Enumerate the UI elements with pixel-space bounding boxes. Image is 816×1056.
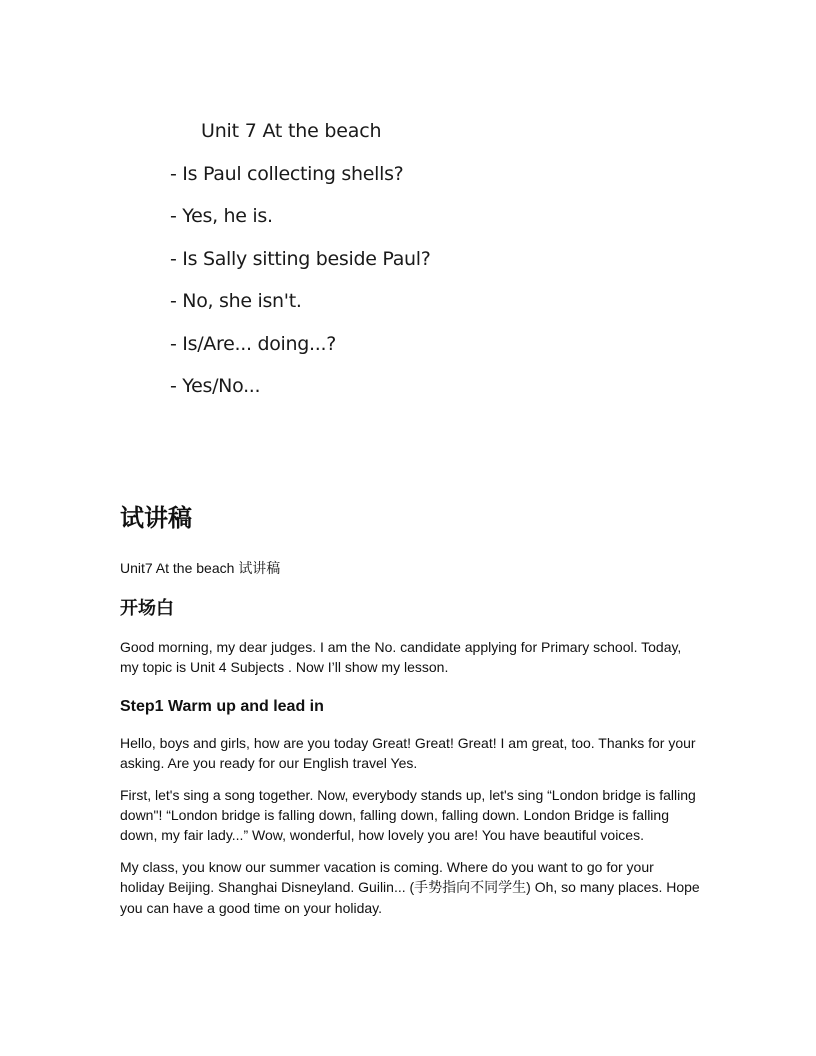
slide-line: - Is/Are... doing...? [170, 333, 337, 355]
slide-image [0, 0, 816, 440]
paragraph-text-cn: 手势指向不同学生 [414, 880, 527, 896]
subtitle-en: Unit7 At the beach [120, 560, 239, 576]
slide-line: - Is Paul collecting shells? [170, 163, 404, 185]
slide-line: - No, she isn't. [170, 290, 302, 312]
step1-heading: Step1 Warm up and lead in [120, 698, 324, 715]
subtitle [120, 558, 700, 579]
paragraph-text: ) Oh, so many places. Hope you can have a good time on your holiday. [120, 879, 700, 916]
paragraph: Hello, boys and girls, how are you today Great! Great! Great! I am great, too. Thanks for your asking. Are you ready for our English travel Yes. [120, 735, 696, 771]
slide-line: - Is Sally sitting beside Paul? [170, 248, 431, 270]
paragraph [120, 857, 700, 918]
opening-paragraph: Good morning, my dear judges. I am the No. candidate applying for Primary school. Today, my topic is Unit 4 Subjects . Now I’ll show my lesson. [120, 639, 682, 675]
slide-line: - Yes, he is. [170, 205, 273, 227]
page-title: 试讲稿 [120, 504, 192, 532]
slide-line: - Yes/No... [170, 375, 261, 397]
section-heading-opening: 开场白 [120, 598, 174, 619]
paragraph: First, let's sing a song together. Now, everybody stands up, let's sing “London bridge is falling down"! “London bridge is falling down, falling down, falling down. London Bridge is falling down, my fair lady...” Wow, wonderful, how lovely you are! You have beautiful voices. [120, 787, 696, 843]
subtitle-cn: 试讲稿 [238, 561, 281, 577]
slide-title: Unit 7 At the beach [201, 120, 382, 142]
document-body [120, 500, 700, 930]
paragraph-text: My class, you know our summer vacation is coming. Where do you want to go for your holiday Beijing. Shanghai Disneyland. Guilin... ( [120, 859, 654, 895]
